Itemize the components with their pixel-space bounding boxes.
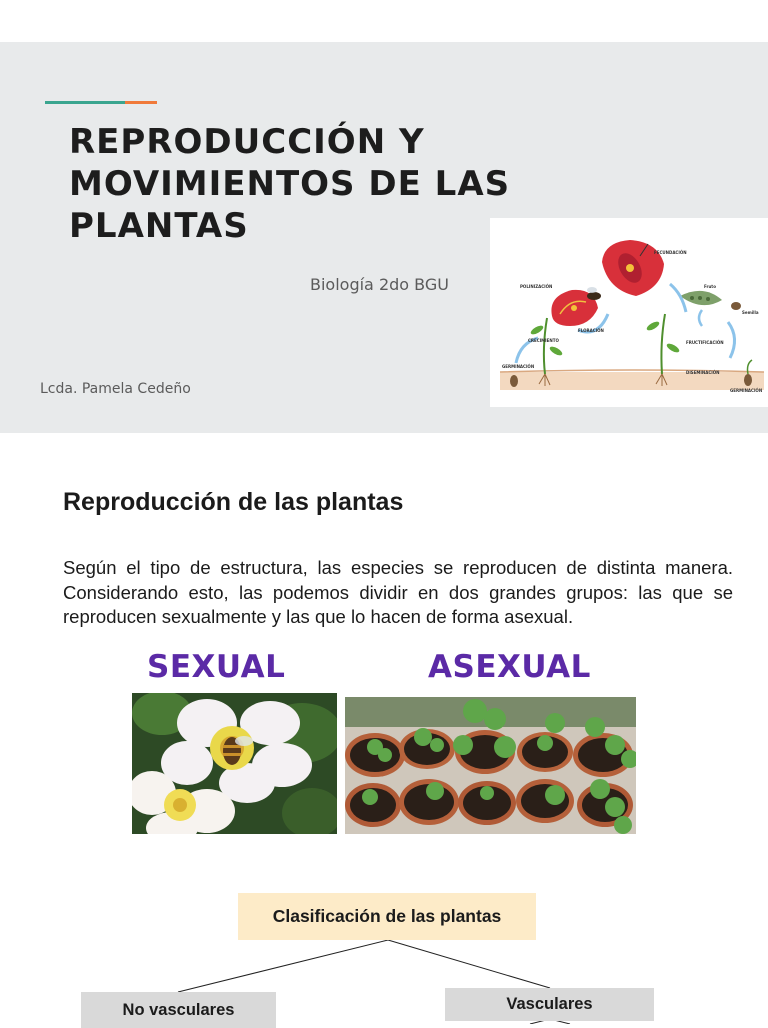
diagram-label-germinacion-left: GERMINACIÓN [502, 364, 535, 369]
diagram-label-fecundacion: FECUNDACIÓN [654, 250, 687, 255]
intro-paragraph: Según el tipo de estructura, las especies se reproducen de distinta manera. Considerando esto, las podemos dividir en dos grandes grupos: las que se reproducen sexualmente y las que lo hacen de forma asexual. [63, 557, 733, 627]
plant-life-cycle-diagram [490, 218, 768, 407]
slide-title: REPRODUCCIÓN Y MOVIMIENTOS DE LAS PLANTAS [69, 122, 511, 246]
classification-vascular: Vasculares [445, 988, 654, 1021]
diagram-label-polinizacion: POLINIZACIÓN [520, 284, 553, 289]
diagram-label-semilla: Semilla [742, 310, 759, 315]
accent-line [45, 101, 157, 104]
title-slide [0, 42, 768, 433]
sexual-label: SEXUAL [147, 649, 286, 685]
diagram-label-fructificacion: FRUCTIFICACIÓN [686, 340, 724, 345]
diagram-label-floracion: FLORACIÓN [578, 328, 604, 333]
diagram-label-fruto: Fruto [704, 284, 716, 289]
slide-subtitle: Biología 2do BGU [310, 275, 449, 294]
classification-root: Clasificación de las plantas [238, 893, 536, 940]
classification-non-vascular: No vasculares [81, 992, 276, 1028]
asexual-label: ASEXUAL [428, 649, 591, 685]
diagram-label-germinacion-right: GERMINACIÓN [730, 388, 763, 393]
asexual-reproduction-photo [345, 697, 636, 834]
section-heading: Reproducción de las plantas [63, 488, 404, 516]
sexual-reproduction-photo [132, 693, 337, 834]
diagram-label-diseminacion: DISEMINACIÓN [686, 370, 720, 375]
diagram-label-crecimiento: CRECIMIENTO [528, 338, 559, 343]
slide-author: Lcda. Pamela Cedeño [40, 381, 191, 397]
